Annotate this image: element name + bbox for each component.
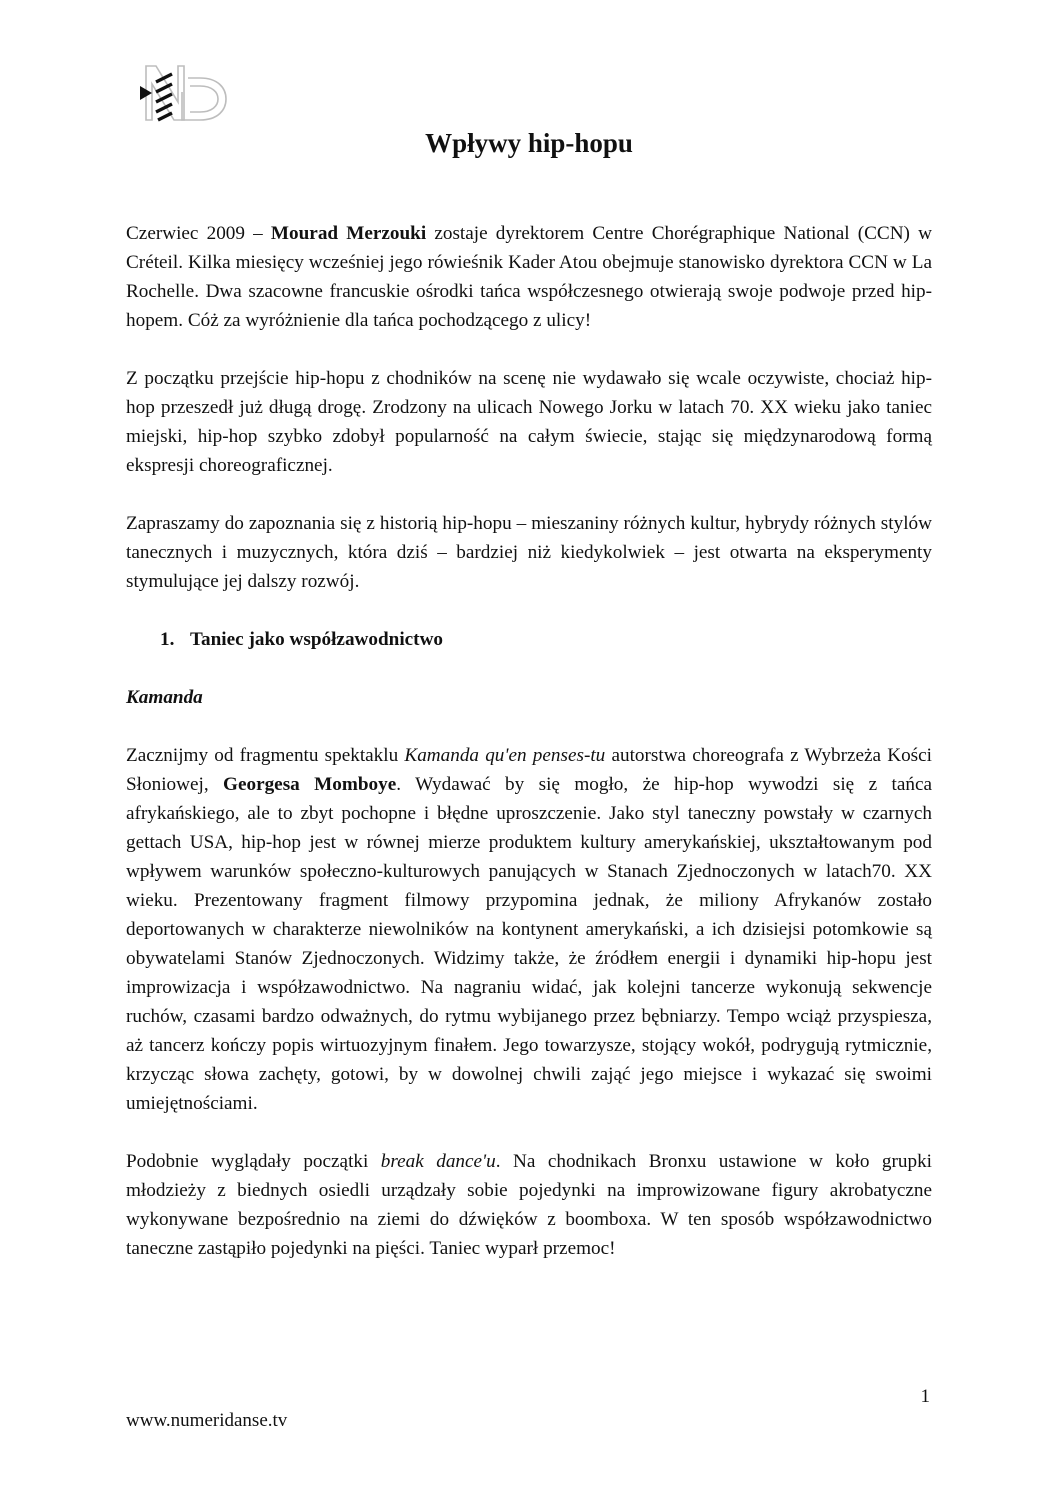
section-number: 1. — [160, 629, 175, 650]
italic-term: break dance'u — [380, 1151, 496, 1172]
subheading: Kamanda — [126, 687, 203, 708]
section-paragraph-2 — [126, 1147, 932, 1263]
intro-paragraph-3: Zapraszamy do zapoznania się z historią hip-hopu – mieszaniny różnych kultur, hybrydy różnych stylów tanecznych i muzycznych, która dziś – bardziej niż kiedykolwiek – jest otwarta na eksperymenty stymulujące jej dalszy rozwój. — [126, 513, 932, 592]
page-number: 1 — [920, 1386, 930, 1407]
person-name: Mourad Merzouki — [270, 223, 427, 244]
person-name: Georgesa Momboye — [223, 774, 397, 795]
text-run: . Wydawać by się mogło, że hip-hop wywodzi się z tańca afrykańskiego, ale to zbyt pochopne i błędne uproszczenie. Jako styl taneczny powstały w czarnych gettach USA, hip-hop jest w równej mierze produktem kultury amerykańskiej, ukształtowanym pod wpływem warunków społeczno-kulturowych panujących w Stanach Zjednoczonych w latach70. XX wieku. Prezentowany fragment filmowy przypomina jednak, że miliony Afrykanów zostało deportowanych w charakterze niewolników na kontynent amerykański, a ich dzisiejsi potomkowie są obywatelami Stanów Zjednoczonych. Widzimy także, że źródłem energii i dynamiki hip-hopu jest improwizacja i współzawodnictwo. Na nagraniu widać, jak kolejni tancerze wykonują sekwencje ruchów, czasami bardzo odważnych, do rytmu wybijanego przez bębniarzy. Tempo wciąż przyspiesza, aż tancerz kończy popis wirtuozyjnym finałem. Jego towarzysze, stojący wokół, podrygują rytmicznie, krzycząc słowa zachęty, gotowi, by w dowolnej chwili zająć jego miejsce i wykazać się swoimi umiejętnościami. — [126, 774, 932, 1114]
footer-url: www.numeridanse.tv — [126, 1410, 288, 1431]
text-run: Podobnie wyglądały początki — [126, 1151, 381, 1172]
work-title: Kamanda qu'en penses-tu — [404, 745, 606, 766]
text-run: zostaje dyrektorem Centre Chorégraphique National (CCN) w Créteil. Kilka miesięcy wcześniej jego rówieśnik Kader Atou obejmuje stanowisko dyrektora CCN w La Rochelle. Dwa szacowne francuskie ośrodki tańca współczesnego otwierają swoje podwoje przed hip-hopem. Cóż za wyróżnienie dla tańca pochodzącego z ulicy! — [126, 223, 932, 331]
text-run: . Na chodnikach Bronxu ustawione w koło grupki młodzieży z biednych osiedli urządzały sobie pojedynki na improwizowane figury akrobatyczne wykonywane bezpośrednio na ziemi do dźwięków z boomboxa. W ten sposób współzawodnictwo taneczne zastąpiło pojedynki na pięści. Taniec wyparł przemoc! — [126, 1151, 932, 1259]
text-run: autorstwa choreografa z Wybrzeża Kości Słoniowej, — [126, 745, 932, 795]
text-run: Czerwiec 2009 – — [126, 223, 271, 244]
numeridanse-logo — [138, 62, 230, 122]
document-body — [126, 219, 932, 1263]
intro-paragraph-2: Z początku przejście hip-hopu z chodników na scenę nie wydawało się wcale oczywiste, chociaż hip-hop przeszedł już długą drogę. Zrodzony na ulicach Nowego Jorku w latach 70. XX wieku jako taniec miejski, hip-hop szybko zdobył popularność na całym świecie, stając się międzynarodową formą ekspresji choreograficznej. — [126, 368, 932, 476]
section-heading — [160, 625, 932, 654]
section-title: Taniec jako współzawodnictwo — [190, 629, 444, 650]
page-title: Wpływy hip-hopu — [425, 128, 633, 158]
text-run: Zacznijmy od fragmentu spektaklu — [126, 745, 405, 766]
section-paragraph-1 — [126, 741, 932, 1118]
intro-paragraph-1 — [126, 219, 932, 335]
